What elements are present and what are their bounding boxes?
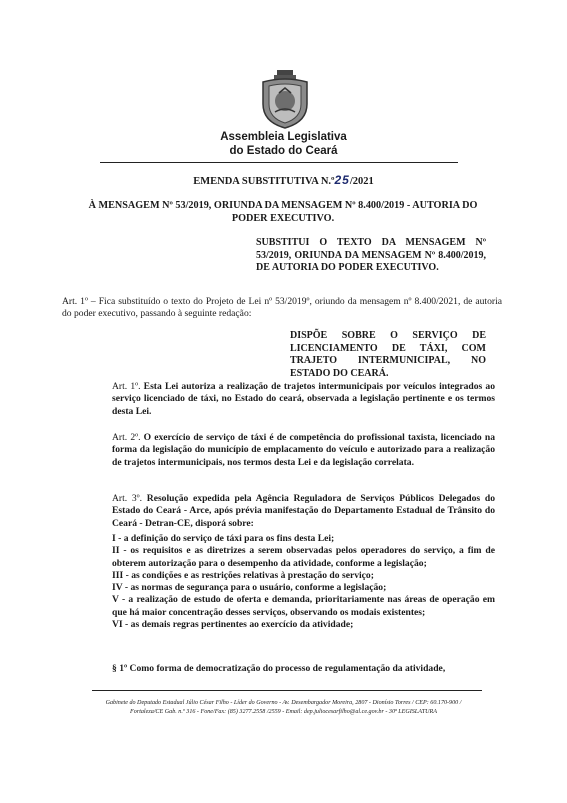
art-2 (112, 432, 495, 469)
substitutes-note: SUBSTITUI O TEXTO DA MENSAGEM Nº 53/2019, ORIUNDA DA MENSAGEM Nº 8.400/2019, DE AUTORIA DO PODER EXECUTIVO. (256, 237, 486, 274)
title-year: /2021 (349, 176, 374, 187)
art-1-label: Art. 1º. (112, 381, 141, 392)
list-item: III - as condições e as restrições relativas à prestação do serviço; (112, 569, 374, 581)
institution-name: Assembleia Legislativa (220, 131, 347, 143)
handwritten-number: 25 (334, 173, 350, 187)
list-item: VI - as demais regras pertinentes ao exercício da atividade; (112, 619, 354, 631)
reference-line-2: PODER EXECUTIVO. (231, 213, 335, 224)
reference-line-1: À MENSAGEM Nº 53/2019, ORIUNDA DA MENSAGEM Nº 8.400/2019 - AUTORIA DO (88, 200, 478, 211)
article-intro: Art. 1º – Fica substituído o texto do Projeto de Lei nº 53/2019º, oriundo da mensagem nº 8.400/2021, de autoria do poder executivo, passando à seguinte redação: (62, 296, 502, 320)
title-prefix: EMENDA SUBSTITUTIVA N.º (193, 176, 335, 187)
art-3-text: Resolução expedida pela Agência Reguladora de Serviços Públicos Delegados do Estado do Ceará - Arce, após prévia manifestação do Departamento Estadual de Trânsito do Ceará - Detran-CE, disporá sobre: (112, 493, 495, 529)
institution-state: do Estado do Ceará (229, 145, 338, 157)
footer-divider (92, 690, 482, 691)
art-1-text: Esta Lei autoriza a realização de trajetos intermunicipais por veículos integrados ao serviço licenciado de táxi, no Estado do ceará, observada a legislação pertinente e os termos desta Lei. (112, 381, 495, 417)
list-item: II - os requisitos e as diretrizes a serem observadas pelos operadores do serviço, a fim de obterem autorização para o desempenho da atividade, conforme a legislação; (112, 545, 495, 569)
header-divider (100, 162, 458, 163)
items-list (112, 533, 495, 631)
ementa: DISPÕE SOBRE O SERVIÇO DE LICENCIAMENTO DE TÁXI, COM TRAJETO INTERMUNICIPAL, NO ESTADO DO CEARÁ. (290, 330, 486, 379)
art-1 (112, 381, 495, 418)
paragraph-1: § 1º Como forma de democratização do processo de regulamentação da atividade, (112, 663, 446, 674)
list-item: IV - as normas de segurança para o usuário, conforme a legislação; (112, 582, 387, 594)
list-item: I - a definição do serviço de táxi para os fins desta Lei; (112, 533, 335, 544)
art-3 (112, 493, 495, 530)
footer-line-1: Gabinete do Deputado Estadual Júlio César Filho - Líder do Governo - Av. Desembargador Moreira, 2807 - Dionísio Torres / CEP: 60.170-900 / (105, 700, 462, 706)
list-item: V - a realização de estudo de oferta e demanda, prioritariamente nas áreas de operação em que há maior concentração desses serviços, observando os modais existentes; (112, 594, 495, 618)
reference-block (52, 199, 514, 225)
art-2-text: O exercício de serviço de táxi é de competência do profissional taxista, licenciado na forma da legislação do município de emplacamento do veículo e autorizado para a realização de trajetos intermunicipais, nos termos desta Lei e da legislação correlata. (112, 432, 495, 468)
art-2-label: Art. 2º. (112, 432, 141, 443)
footer-line-2: Fortaleza/CE Gab. n.º 316 - Fone/Fax: (85) 3277.2558 /2559 - Email: dep.juliocesarfilho@al.ce.gov.br - 30ª LEGISLATURA (130, 709, 437, 715)
art-3-label: Art. 3º. (112, 493, 143, 504)
coat-of-arms-icon (257, 68, 313, 130)
document-title (0, 173, 567, 187)
